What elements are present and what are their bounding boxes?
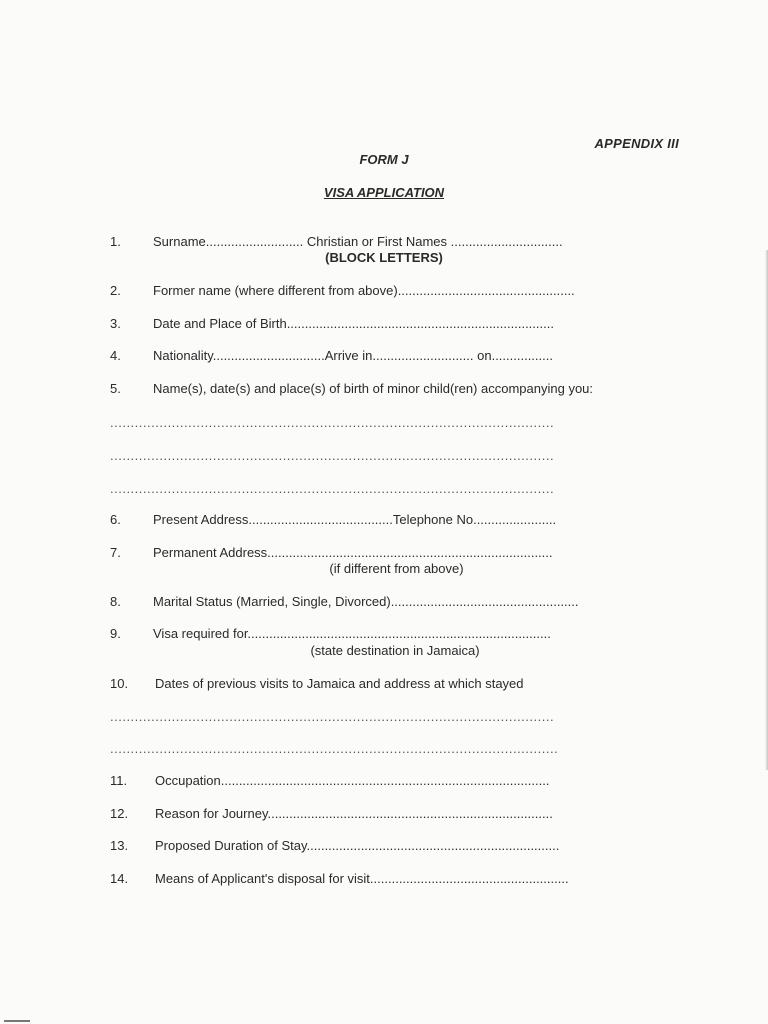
former-name-field[interactable]: Former name (where different from above)................................................. [153, 283, 575, 298]
item-number: 13. [110, 838, 129, 853]
children-blank-line-2[interactable]: ............................................................................................................ [110, 448, 555, 463]
item-number: 7. [110, 545, 121, 560]
occupation-field[interactable]: Occupation........................................................................................... [155, 773, 550, 788]
field-row-nationality [0, 348, 768, 366]
surname-field[interactable]: Surname........................... Christian or First Names ............................... [153, 234, 563, 249]
document-title: VISA APPLICATION [323, 185, 445, 200]
item-number: 6. [110, 512, 121, 527]
nationality-field[interactable]: Nationality...............................Arrive in............................ on................. [153, 348, 553, 363]
previous-visits-blank-line-2[interactable]: ............................................................................................................. [110, 741, 559, 756]
item-number: 1. [110, 234, 121, 249]
field-row-former-name [0, 283, 768, 301]
permanent-address-field[interactable]: Permanent Address............................................................................... [153, 545, 553, 560]
form-label: FORM J [359, 152, 409, 167]
children-blank-line-1[interactable]: ............................................................................................................ [110, 415, 555, 430]
field-row-marital-status [0, 594, 768, 612]
item-number: 14. [110, 871, 129, 886]
block-letters-note: (BLOCK LETTERS) [325, 250, 443, 265]
means-for-visit-field[interactable]: Means of Applicant's disposal for visit....................................................... [155, 871, 569, 886]
field-row-previous-visits [0, 676, 768, 694]
field-row-present-address [0, 512, 768, 530]
item-number: 9. [110, 626, 121, 641]
field-row-means [0, 871, 768, 889]
permanent-address-note: (if different from above) [329, 561, 464, 576]
previous-visits-label: Dates of previous visits to Jamaica and address at which stayed [155, 676, 524, 691]
birth-date-place-field[interactable]: Date and Place of Birth.......................................................................... [153, 316, 554, 331]
item-number: 3. [110, 316, 121, 331]
children-label: Name(s), date(s) and place(s) of birth of minor child(ren) accompanying you: [153, 381, 594, 396]
item-number: 11. [110, 773, 128, 788]
appendix-label: APPENDIX III [594, 136, 679, 151]
duration-of-stay-field[interactable]: Proposed Duration of Stay...................................................................... [155, 838, 560, 853]
item-number: 10. [110, 676, 129, 691]
scan-mark [4, 1020, 30, 1022]
previous-visits-blank-line-1[interactable]: ............................................................................................................ [110, 709, 555, 724]
item-number: 12. [110, 806, 129, 821]
item-number: 2. [110, 283, 121, 298]
visa-required-field[interactable]: Visa required for.................................................................................... [153, 626, 551, 641]
marital-status-field[interactable]: Marital Status (Married, Single, Divorced).................................................... [153, 594, 579, 609]
destination-note: (state destination in Jamaica) [310, 643, 480, 658]
field-row-birth [0, 316, 768, 334]
field-row-children [0, 381, 768, 399]
field-row-visa-required [0, 626, 768, 644]
field-row-duration [0, 838, 768, 856]
item-number: 8. [110, 594, 121, 609]
reason-for-journey-field[interactable]: Reason for Journey............................................................................... [155, 806, 553, 821]
field-row-reason [0, 806, 768, 824]
item-number: 4. [110, 348, 121, 363]
present-address-field[interactable]: Present Address........................................Telephone No....................... [153, 512, 557, 527]
children-blank-line-3[interactable]: ............................................................................................................ [110, 481, 555, 496]
field-row-occupation [0, 773, 768, 791]
item-number: 5. [110, 381, 121, 396]
